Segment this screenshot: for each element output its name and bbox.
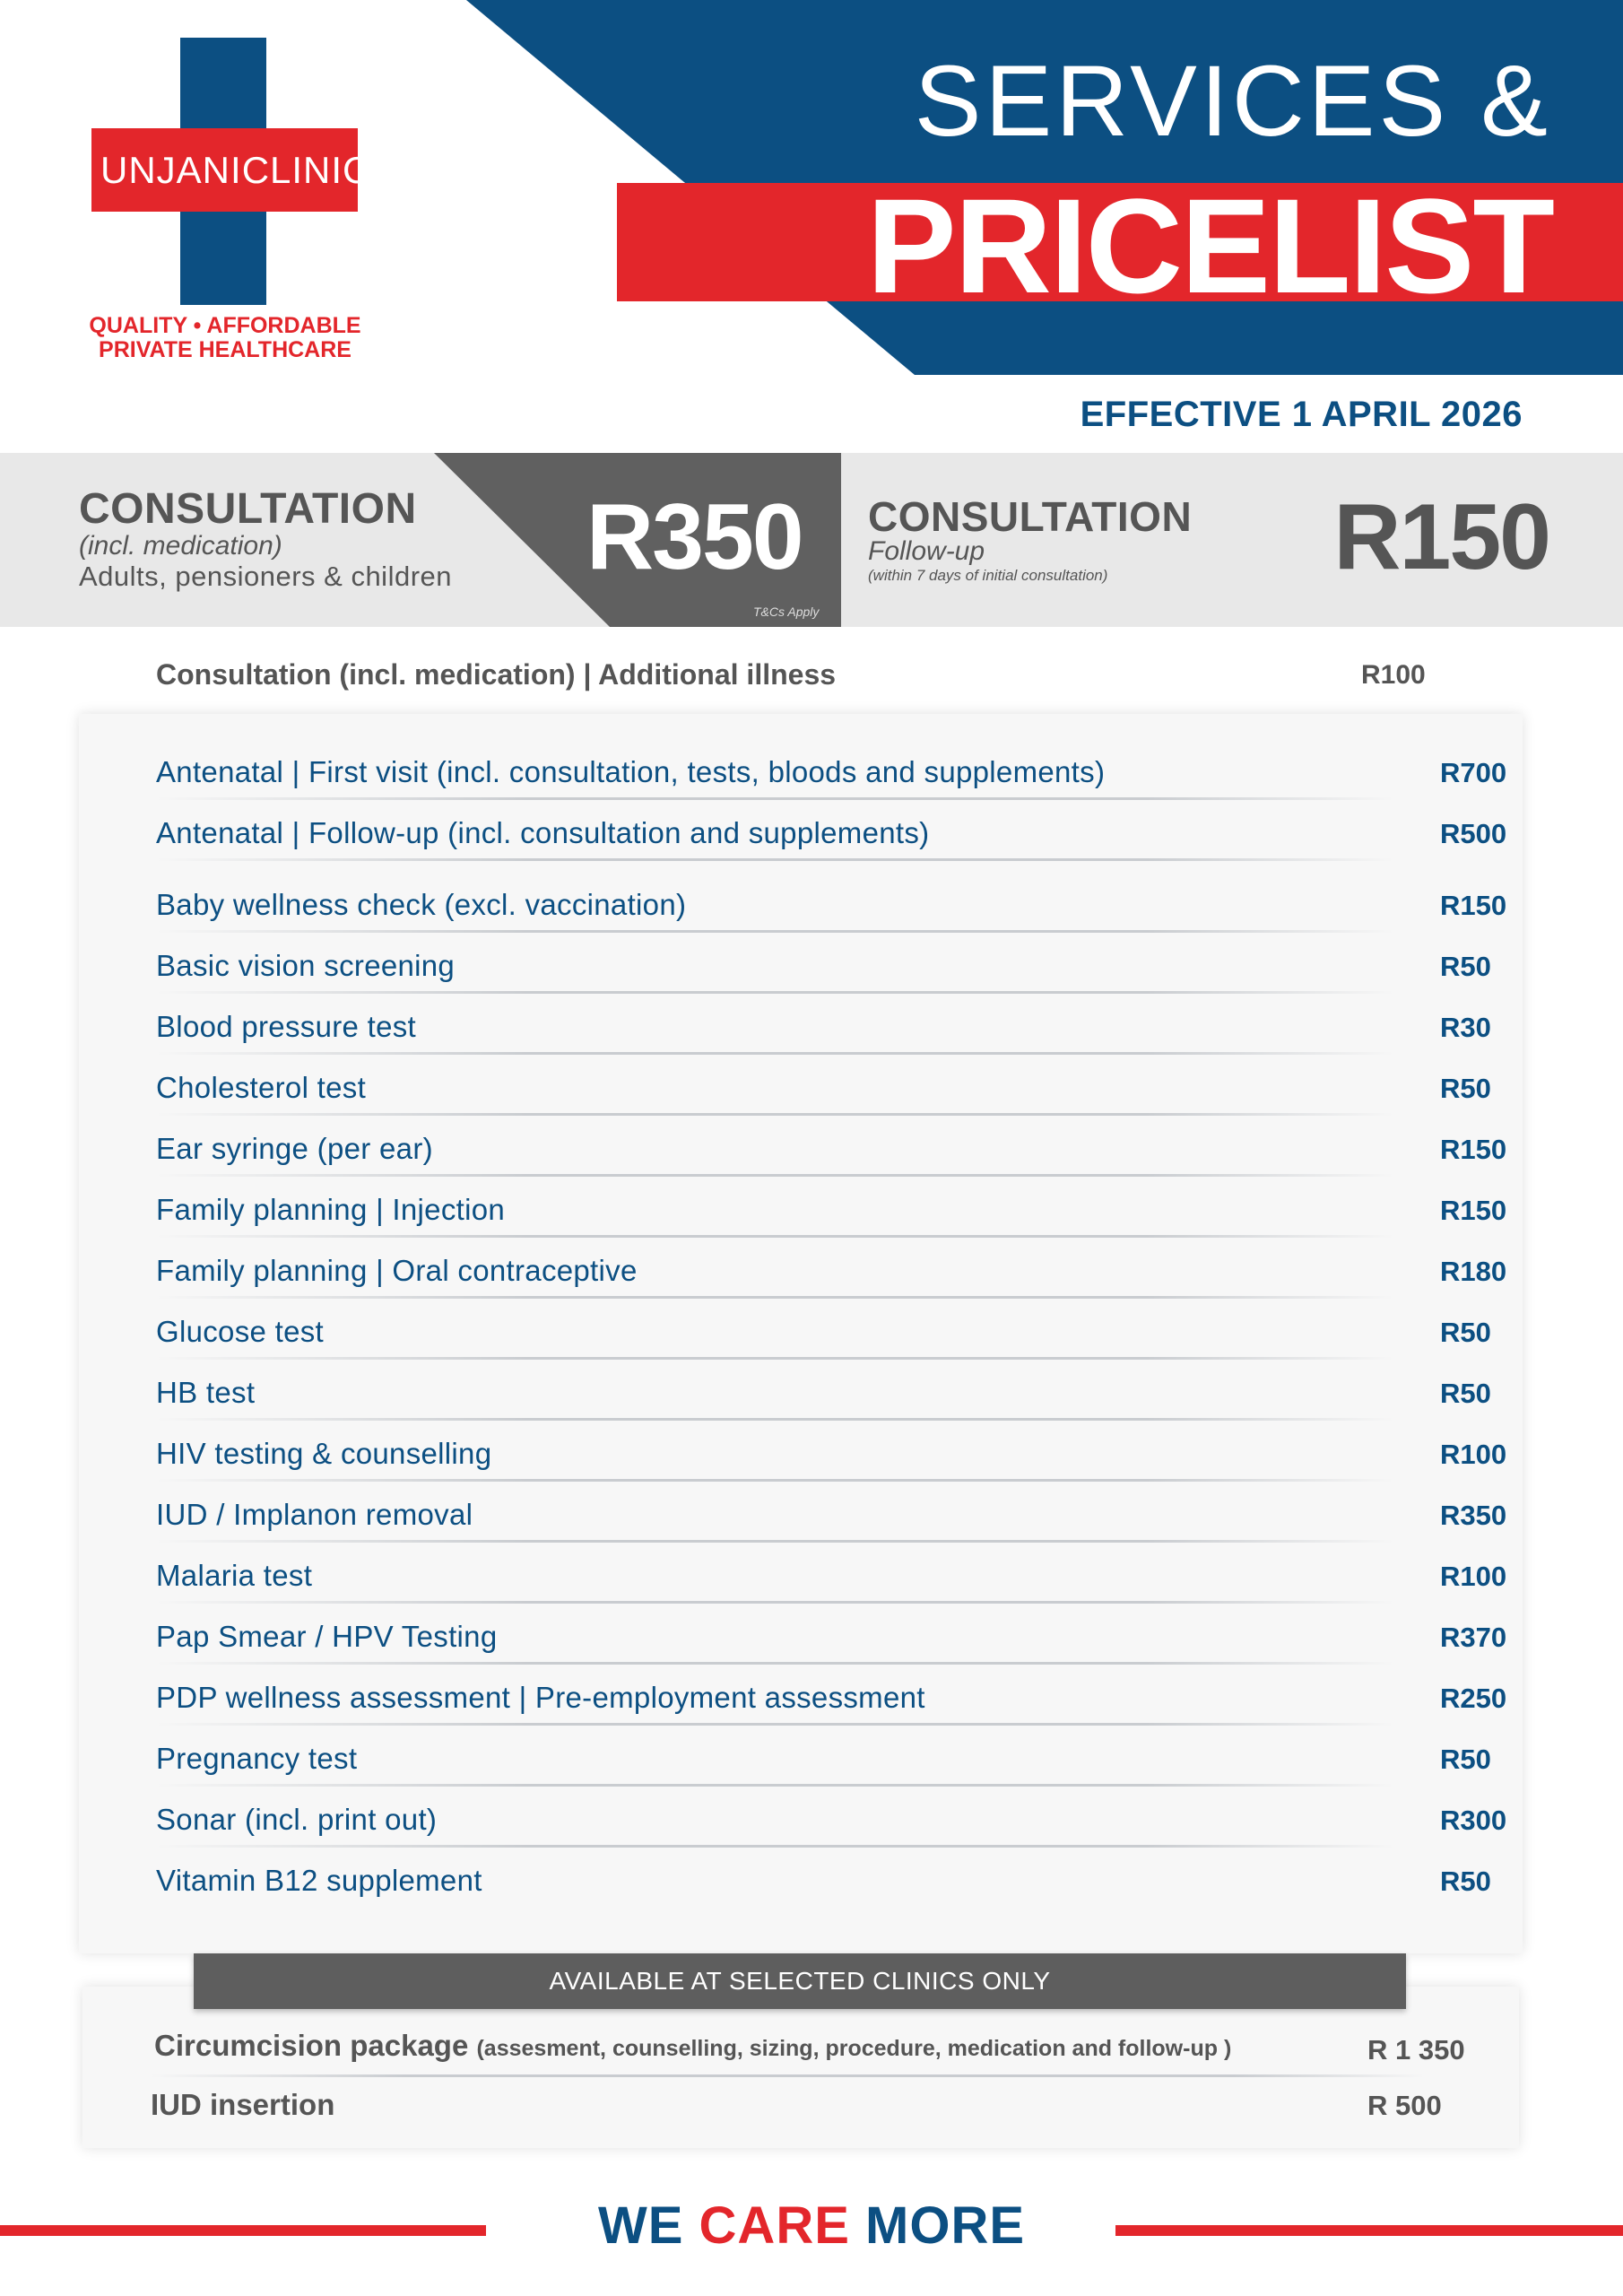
terms-note: T&Cs Apply	[753, 604, 820, 619]
list-item	[156, 1864, 1491, 1925]
additional-illness-price: R100	[1361, 660, 1426, 690]
list-item	[156, 1254, 1507, 1315]
circumcision-title: Circumcision package	[154, 2029, 469, 2062]
service-price: R50	[1440, 1866, 1491, 1897]
consultation-price: R350	[586, 485, 803, 589]
list-item	[156, 1315, 1491, 1376]
list-item	[156, 888, 1507, 949]
service-name: Ear syringe (per ear)	[156, 1132, 433, 1165]
service-name: Antenatal | Follow-up (incl. consultation and supplements)	[156, 816, 930, 849]
logo-text-left: UNJANI	[100, 148, 242, 191]
tagline-line2: PRIVATE HEALTHCARE	[99, 337, 352, 362]
consultation-description: Adults, pensioners & children	[79, 561, 453, 592]
followup-note: (within 7 days of initial consultation)	[868, 567, 1108, 584]
circumcision-price: R 1 350	[1367, 2034, 1465, 2066]
row-divider	[156, 1357, 1393, 1360]
service-name: HB test	[156, 1376, 256, 1409]
service-name: Sonar (incl. print out)	[156, 1803, 438, 1836]
list-item	[156, 755, 1507, 816]
selected-clinics-banner: AVAILABLE AT SELECTED CLINICS ONLY	[194, 1953, 1406, 2009]
list-item	[156, 1193, 1507, 1254]
row-divider	[156, 1296, 1393, 1299]
row-divider	[156, 1418, 1393, 1421]
list-item	[156, 1132, 1507, 1193]
row-divider	[156, 1845, 1393, 1848]
list-item	[156, 949, 1491, 1010]
service-price: R50	[1440, 951, 1491, 982]
list-item	[156, 1010, 1491, 1071]
row-divider	[156, 1052, 1393, 1055]
service-name: HIV testing & counselling	[156, 1437, 492, 1470]
logo-cross-horizontal	[91, 128, 371, 212]
footer-slogan	[0, 2196, 1623, 2256]
consultation-title: CONSULTATION	[79, 485, 417, 533]
service-name: IUD / Implanon removal	[156, 1498, 473, 1531]
service-price: R50	[1440, 1744, 1491, 1775]
row-divider	[156, 1601, 1393, 1604]
service-name: PDP wellness assessment | Pre-employment assessment	[156, 1681, 925, 1714]
slogan-word-we: WE	[597, 2196, 684, 2255]
service-price: R500	[1440, 818, 1507, 849]
iud-insertion-label: IUD insertion	[151, 2088, 335, 2121]
service-name: Family planning | Injection	[156, 1193, 506, 1226]
list-item	[156, 1437, 1507, 1498]
service-name: Cholesterol test	[156, 1071, 367, 1104]
row-divider	[156, 991, 1393, 994]
followup-price: R150	[1333, 485, 1549, 589]
service-name: Glucose test	[156, 1315, 325, 1348]
list-item	[156, 1681, 1507, 1742]
service-price: R300	[1440, 1805, 1507, 1836]
row-divider	[156, 1662, 1393, 1665]
service-price: R100	[1440, 1439, 1507, 1470]
list-item	[156, 816, 1507, 877]
service-name: Baby wellness check (excl. vaccination)	[156, 888, 687, 921]
service-price: R30	[1440, 1012, 1491, 1043]
service-price: R150	[1440, 890, 1507, 921]
followup-title: CONSULTATION	[868, 493, 1193, 540]
row-divider	[156, 1174, 1393, 1177]
services-list-card	[79, 714, 1523, 1953]
service-price: R150	[1440, 1195, 1507, 1226]
title-pricelist: PRICELIST	[866, 170, 1553, 321]
slogan-word-care: CARE	[699, 2196, 850, 2255]
row-divider	[156, 1113, 1393, 1116]
list-item	[156, 1071, 1491, 1132]
consultation-subtitle: (incl. medication)	[79, 531, 282, 561]
row-divider	[156, 1540, 1393, 1543]
service-name: Malaria test	[156, 1559, 313, 1592]
service-price: R50	[1440, 1378, 1491, 1409]
followup-subtitle: Follow-up	[868, 536, 985, 566]
service-price: R150	[1440, 1134, 1507, 1165]
additional-illness-label: Consultation (incl. medication) | Additional illness	[156, 658, 837, 691]
tagline-line1: QUALITY • AFFORDABLE	[89, 313, 361, 338]
circumcision-label	[154, 2029, 1231, 2063]
tagline	[77, 314, 373, 362]
slogan-word-more: MORE	[865, 2196, 1026, 2255]
row-divider	[156, 1784, 1393, 1787]
service-name: Vitamin B12 supplement	[156, 1864, 482, 1897]
row-divider	[156, 1235, 1393, 1238]
circumcision-detail: (assesment, counselling, sizing, procedure, medication and follow-up )	[476, 2036, 1232, 2061]
service-price: R350	[1440, 1500, 1507, 1531]
row-divider	[156, 1723, 1393, 1726]
iud-insertion-price: R 500	[1367, 2090, 1442, 2121]
selected-clinics-card	[82, 1987, 1519, 2148]
service-price: R180	[1440, 1256, 1507, 1287]
row-divider	[156, 858, 1393, 861]
row-divider	[156, 930, 1393, 933]
service-price: R50	[1440, 1073, 1491, 1104]
list-item	[156, 1803, 1507, 1864]
row-divider	[156, 1479, 1393, 1482]
service-name: Pregnancy test	[156, 1742, 358, 1775]
title-services: SERVICES &	[914, 45, 1551, 157]
service-price: R370	[1440, 1622, 1507, 1653]
service-price: R100	[1440, 1561, 1507, 1592]
service-price: R50	[1440, 1317, 1491, 1348]
service-name: Antenatal | First visit (incl. consultation, tests, bloods and supplements)	[156, 755, 1106, 788]
service-name: Blood pressure test	[156, 1010, 417, 1043]
service-price: R700	[1440, 757, 1507, 788]
effective-date: EFFECTIVE 1 APRIL 2026	[1080, 395, 1523, 434]
service-price: R250	[1440, 1683, 1507, 1714]
service-name: Family planning | Oral contraceptive	[156, 1254, 638, 1287]
list-item	[156, 1620, 1507, 1681]
list-item	[156, 1559, 1507, 1620]
row-divider	[156, 797, 1393, 800]
service-name: Basic vision screening	[156, 949, 456, 982]
row-divider	[151, 2074, 1424, 2077]
list-item	[156, 1498, 1507, 1559]
service-name: Pap Smear / HPV Testing	[156, 1620, 498, 1653]
list-item	[156, 1742, 1491, 1803]
list-item	[156, 1376, 1491, 1437]
logo-text-right: CLINIC	[241, 148, 371, 191]
